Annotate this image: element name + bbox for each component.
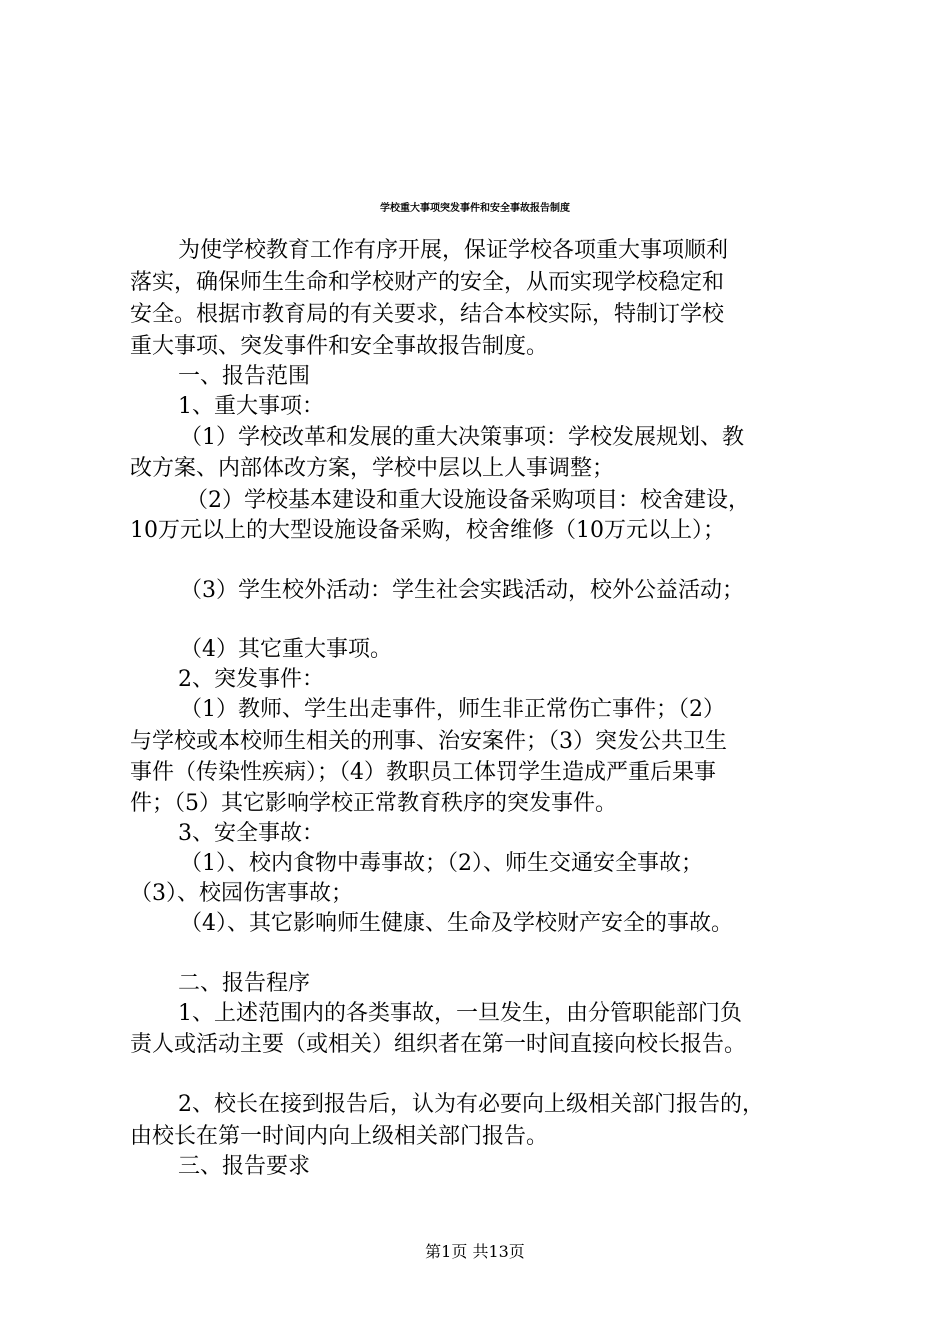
section-heading: 二、报告程序 [178,971,311,996]
section-heading: 三、报告要求 [178,1154,311,1179]
subsection-heading: 3、安全事故： [178,821,324,846]
paragraph-line: （3）学生校外活动：学生社会实践活动，校外公益活动； [180,578,744,603]
paragraph-line: 事件（传染性疾病）；（4）教职员工体罚学生造成严重后果事 [130,760,716,785]
paragraph-line: 责人或活动主要（或相关）组织者在第一时间直接向校长报告。 [130,1032,747,1057]
paragraph-line: 与学校或本校师生相关的刑事、治安案件；（3）突发公共卫生 [130,729,727,754]
paragraph-line: 改方案、内部体改方案，学校中层以上人事调整； [130,456,615,481]
subsection-heading: 1、重大事项： [178,394,324,419]
paragraph-line: （1）、校内食物中毒事故；（2）、师生交通安全事故； [180,851,703,876]
paragraph-line: （4）、其它影响师生健康、生命及学校财产安全的事故。 [180,911,733,936]
section-heading: 一、报告范围 [178,364,311,389]
paragraph-line: 为使学校教育工作有序开展，保证学校各项重大事项顺利 [178,238,729,263]
paragraph-line: 1、上述范围内的各类事故，一旦发生，由分管职能部门负 [178,1001,742,1026]
paragraph-line: 件；（5）其它影响学校正常教育秩序的突发事件。 [130,791,617,816]
paragraph-line: 重大事项、突发事件和安全事故报告制度。 [130,334,549,359]
subsection-heading: 2、突发事件： [178,667,324,692]
document-title: 学校重大事项突发事件和安全事故报告制度 [380,203,570,214]
paragraph-line: （4）其它重大事项。 [180,637,392,662]
paragraph-line: 由校长在第一时间内向上级相关部门报告。 [130,1124,549,1149]
paragraph-line: （1）教师、学生出走事件，师生非正常伤亡事件；（2） [180,697,725,722]
paragraph-line: （2）学校基本建设和重大设施设备采购项目：校舍建设， [186,488,750,513]
paragraph-line: （1）学校改革和发展的重大决策事项：学校发展规划、教 [180,425,744,450]
paragraph-line: 2、校长在接到报告后，认为有必要向上级相关部门报告的， [178,1092,764,1117]
paragraph-line: 10万元以上的大型设施设备采购，校舍维修（10万元以上）； [130,518,725,543]
page-footer: 第1页 共13页 [425,1242,525,1261]
paragraph-line: 落实，确保师生生命和学校财产的安全，从而实现学校稳定和 [130,270,725,295]
paragraph-line: （3）、校园伤害事故； [130,881,353,906]
paragraph-line: 安全。根据市教育局的有关要求，结合本校实际，特制订学校 [130,302,725,327]
